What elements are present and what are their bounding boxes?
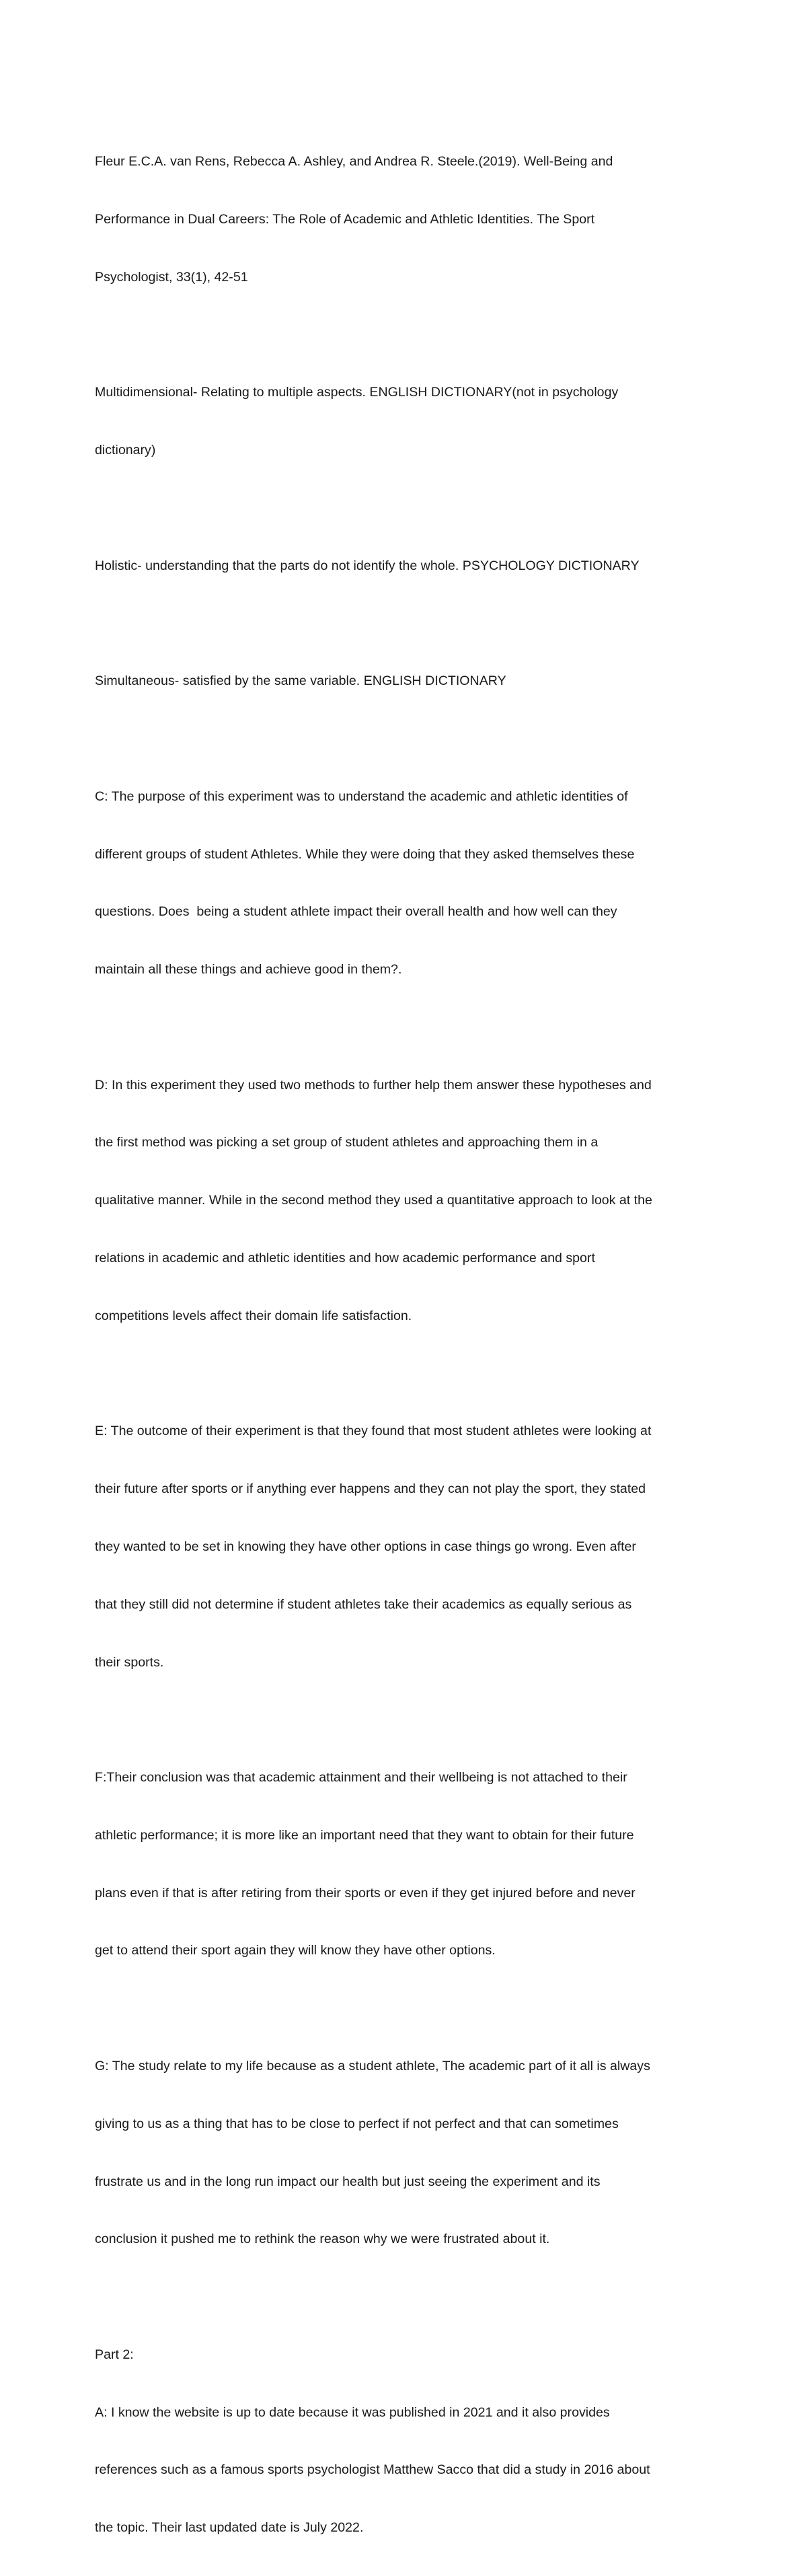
text-line: A: I know the website is up to date because it was published in 2021 and it also provides [95, 2404, 610, 2420]
text-line: references such as a famous sports psychologist Matthew Sacco that did a study in 2016 about [95, 2462, 650, 2478]
text-line: conclusion it pushed me to rethink the reason why we were frustrated about it. [95, 2232, 550, 2247]
definition-multidimensional [95, 344, 714, 499]
definition-holistic [95, 517, 714, 614]
definition-simultaneous [95, 633, 714, 729]
section-d-paragraph [95, 1037, 714, 1364]
text-line: relations in academic and athletic identities and how academic performance and sport [95, 1251, 595, 1266]
text-line: Holistic- understanding that the parts do not identify the whole. PSYCHOLOGY DICTIONARY [95, 558, 640, 573]
text-line: questions. Does being a student athlete impact their overall health and how well can they [95, 904, 617, 920]
text-line: get to attend their sport again they will know they have other options. [95, 1943, 496, 1958]
text-line: Fleur E.C.A. van Rens, Rebecca A. Ashley, and Andrea R. Steele.(2019). Well-Being and [95, 154, 613, 170]
document-body [95, 114, 714, 2576]
part2-section [95, 2307, 714, 2576]
section-f-paragraph [95, 1730, 714, 1999]
text-line: F:Their conclusion was that academic attainment and their wellbeing is not attached to their [95, 1770, 627, 1786]
text-line: Psychologist, 33(1), 42-51 [95, 269, 248, 285]
text-line: frustrate us and in the long run impact our health but just seeing the experiment and its [95, 2174, 601, 2189]
text-line: qualitative manner. While in the second method they used a quantitative approach to look at the [95, 1193, 652, 1208]
text-line: competitions levels affect their domain life satisfaction. [95, 1308, 412, 1323]
text-line: giving to us as a thing that has to be close to perfect if not perfect and that can sometimes [95, 2116, 619, 2131]
citation-paragraph [95, 114, 714, 326]
text-line: Simultaneous- satisfied by the same variable. ENGLISH DICTIONARY [95, 673, 506, 689]
text-line: they wanted to be set in knowing they have other options in case things go wrong. Even after [95, 1539, 636, 1554]
text-line: C: The purpose of this experiment was to understand the academic and athletic identities of [95, 788, 628, 804]
text-line: Performance in Dual Careers: The Role of Academic and Athletic Identities. The Sport [95, 211, 595, 227]
text-line: athletic performance; it is more like an important need that they want to obtain for their future [95, 1827, 634, 1843]
text-line: their sports. [95, 1654, 164, 1670]
text-line: that they still did not determine if student athletes take their academics as equally serious as [95, 1596, 632, 1612]
section-g-paragraph [95, 2018, 714, 2287]
text-line: maintain all these things and achieve good in them?. [95, 962, 402, 978]
text-line: the topic. Their last updated date is July 2022. [95, 2520, 364, 2536]
part2-heading: Part 2: [95, 2347, 134, 2362]
text-line: D: In this experiment they used two methods to further help them answer these hypotheses and [95, 1077, 652, 1093]
text-line: Multidimensional- Relating to multiple aspects. ENGLISH DICTIONARY(not in psychology [95, 385, 619, 400]
text-line: G: The study relate to my life because as a student athlete, The academic part of it all is always [95, 2058, 650, 2073]
text-line: the first method was picking a set group of student athletes and approaching them in a [95, 1135, 599, 1150]
text-line: different groups of student Athletes. While they were doing that they asked themselves these [95, 846, 635, 862]
text-line: plans even if that is after retiring from their sports or even if they get injured before and never [95, 1885, 636, 1901]
text-line: their future after sports or if anything ever happens and they can not play the sport, they stated [95, 1481, 646, 1497]
section-e-paragraph [95, 1383, 714, 1710]
section-c-paragraph [95, 749, 714, 1018]
text-line: dictionary) [95, 443, 156, 458]
text-line: E: The outcome of their experiment is that they found that most student athletes were looking at [95, 1424, 652, 1439]
